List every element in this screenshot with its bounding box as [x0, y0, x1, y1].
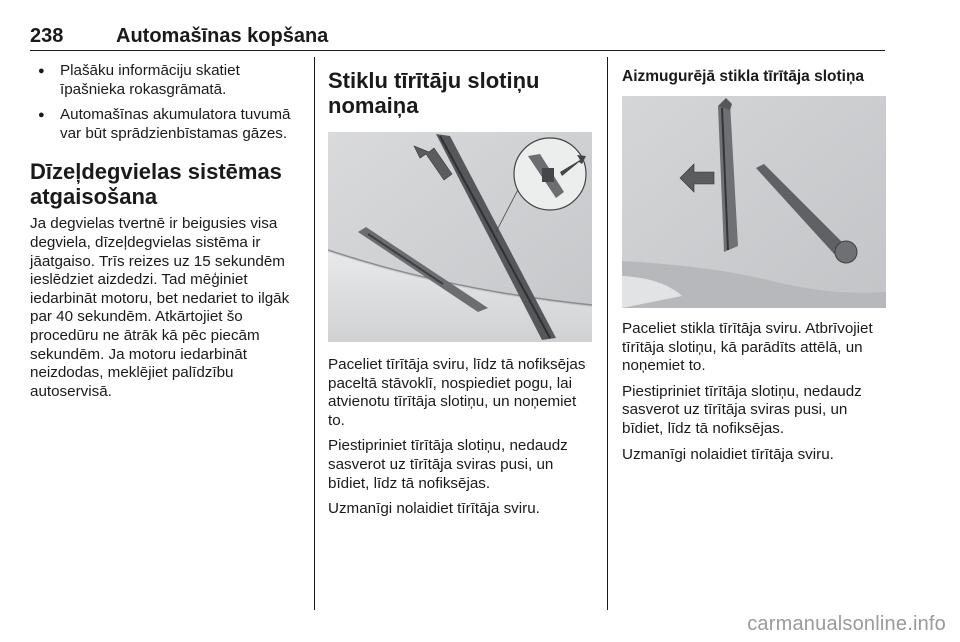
rear-wiper-paragraph-2: Piestipriniet tīrītāja slotiņu, nedaudz sasverot uz tīrītāja sviras pusi, un bīdiet, līdz tā nofiksējas. — [622, 382, 862, 437]
header-rule — [30, 50, 885, 51]
column-right — [622, 62, 892, 471]
bullet-item: ● Automašīnas akumulatora tuvumā var būt sprādzienbīstamas gāzes. — [30, 106, 302, 143]
watermark: carmanualsonline.info — [747, 613, 946, 635]
column-divider-2 — [607, 57, 608, 610]
column-divider-1 — [314, 57, 315, 610]
bullet-item: ● Plašāku informāciju skatiet īpašnieka rokasgrāmatā. — [30, 62, 302, 99]
rear-wiper-illustration — [622, 96, 892, 308]
wiper-paragraph-1: Paceliet tīrītāja sviru, līdz tā nofiksējas paceltā stāvoklī, nospiediet pogu, lai atvienotu tīrītāja slotiņu, un noņemiet to. — [328, 356, 586, 429]
wiper-paragraph-3: Uzmanīgi nolaidiet tīrītāja sviru. — [328, 500, 540, 518]
column-left — [30, 62, 302, 408]
column-middle — [328, 62, 596, 526]
rear-wiper-heading: Aizmugurējā stikla tīrītāja slotiņa — [622, 68, 865, 85]
wiper-paragraph-2: Piestipriniet tīrītāja slotiņu, nedaudz sasverot uz tīrītāja sviras pusi, un bīdiet, līdz tā nofiksējas. — [328, 437, 568, 492]
front-wiper-illustration — [328, 132, 596, 342]
bullet-list — [30, 62, 302, 143]
rear-wiper-paragraph-1: Paceliet stikla tīrītāja sviru. Atbrīvojiet tīrītāja slotiņu, kā parādīts attēlā, un noņemiet to. — [622, 320, 873, 375]
page-number: 238 — [30, 25, 64, 47]
wiper-blade-heading: Stiklu tīrītāju slotiņu nomaiņa — [328, 68, 540, 118]
chapter-title: Automašīnas kopšana — [116, 25, 329, 47]
rear-wiper-paragraph-3: Uzmanīgi nolaidiet tīrītāja sviru. — [622, 445, 834, 463]
diesel-bleeding-heading: Dīzeļdegvielas sistēmas atgaisošana — [30, 159, 282, 210]
diesel-bleeding-paragraph: Ja degvielas tvertnē ir beigusies visa degviela, dīzeļdegvielas sistēma ir jāatgaiso. Trīs reizes uz 15 sekundēm ieslēdziet aizdedzi. Tad mēģiniet iedarbināt motoru, bet nedariet to ilgāk par 40 sekundēm. Atkārtojiet šo procedūru ne ātrāk kā pēc piecām sekundēm. Ja motoru iedarbināt neizdodas, meklējiet palīdzību autoservisā. — [30, 215, 290, 400]
